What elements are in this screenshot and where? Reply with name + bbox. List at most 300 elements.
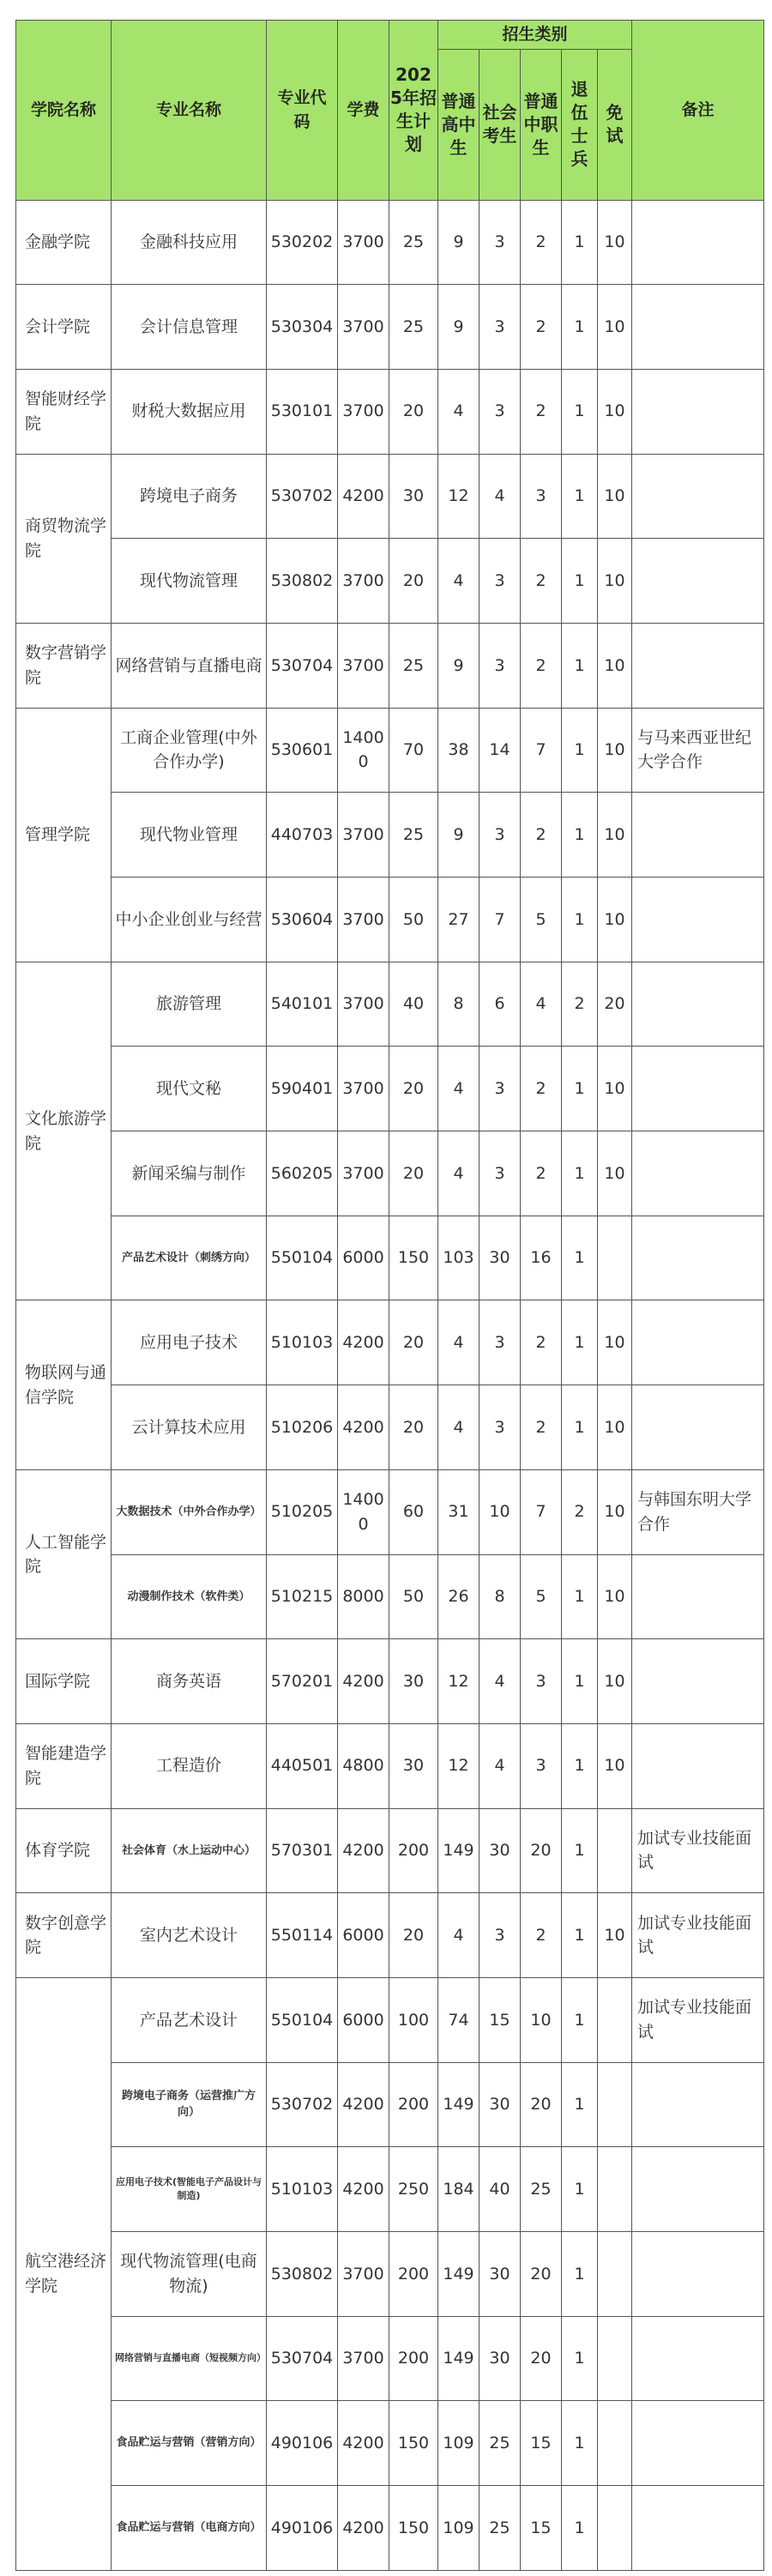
table-row (16, 1893, 764, 1978)
plan-cell: 200 (389, 1808, 438, 1893)
cat-mianshi-cell: 10 (598, 285, 632, 370)
cat-mianshi-cell: 10 (598, 1047, 632, 1131)
cat-gaozhong-cell: 4 (438, 369, 479, 454)
cat-mianshi-cell: 10 (598, 1131, 632, 1216)
cat-mianshi-cell (598, 1216, 632, 1300)
table-row (16, 285, 764, 370)
cat-mianshi-cell: 10 (598, 1723, 632, 1808)
cat-tuiwu-cell: 1 (562, 1385, 598, 1470)
fee-cell: 3700 (338, 200, 389, 285)
cat-shehui-cell: 3 (479, 539, 521, 624)
remark-cell (632, 2147, 764, 2232)
cat-shehui-cell: 30 (479, 1216, 521, 1300)
major-cell: 现代物流管理 (112, 539, 267, 624)
cat-gaozhong-cell: 109 (438, 2486, 479, 2571)
plan-cell: 150 (389, 2486, 438, 2571)
plan-cell: 25 (389, 200, 438, 285)
table-row (16, 1977, 764, 2062)
remark-cell (632, 2486, 764, 2571)
cat-mianshi-cell: 10 (598, 1893, 632, 1978)
cat-gaozhong-cell: 149 (438, 2062, 479, 2147)
major-cell: 网络营销与直播电商 (112, 623, 267, 708)
cat-gaozhong-cell: 4 (438, 1385, 479, 1470)
cat-zhongzhi-cell: 2 (521, 1893, 562, 1978)
cat-shehui-cell: 30 (479, 2316, 521, 2401)
code-cell: 440501 (267, 1723, 338, 1808)
major-cell: 应用电子技术 (112, 1300, 267, 1385)
plan-cell: 250 (389, 2147, 438, 2232)
table-row (16, 2316, 764, 2401)
table-row (16, 1808, 764, 1893)
cat-gaozhong-cell: 184 (438, 2147, 479, 2232)
plan-cell: 50 (389, 878, 438, 962)
cat-gaozhong-cell: 9 (438, 793, 479, 878)
college-cell: 数字营销学院 (16, 623, 112, 708)
college-cell: 文化旅游学院 (16, 962, 112, 1300)
major-cell: 会计信息管理 (112, 285, 267, 370)
header-code: 专业代码 (267, 21, 338, 201)
cat-zhongzhi-cell: 20 (521, 2316, 562, 2401)
major-cell: 食品贮运与营销（电商方向） (112, 2486, 267, 2571)
cat-gaozhong-cell: 9 (438, 200, 479, 285)
college-cell: 智能建造学院 (16, 1723, 112, 1808)
remark-cell (632, 2062, 764, 2147)
remark-cell (632, 1554, 764, 1639)
cat-zhongzhi-cell: 4 (521, 962, 562, 1047)
remark-cell (632, 369, 764, 454)
major-cell: 网络营销与直播电商（短视频方向） (112, 2316, 267, 2401)
major-cell: 应用电子技术(智能电子产品设计与制造) (112, 2147, 267, 2232)
cat-gaozhong-cell: 149 (438, 2232, 479, 2317)
fee-cell: 4200 (338, 2062, 389, 2147)
table-row (16, 1385, 764, 1470)
cat-tuiwu-cell: 1 (562, 285, 598, 370)
cat-gaozhong-cell: 149 (438, 1808, 479, 1893)
plan-cell: 100 (389, 1977, 438, 2062)
cat-tuiwu-cell: 1 (562, 2401, 598, 2486)
code-cell: 440703 (267, 793, 338, 878)
table-row (16, 200, 764, 285)
cat-shehui-cell: 15 (479, 1977, 521, 2062)
table-body (16, 200, 764, 2570)
fee-cell: 6000 (338, 1977, 389, 2062)
cat-zhongzhi-cell: 2 (521, 623, 562, 708)
cat-gaozhong-cell: 12 (438, 1723, 479, 1808)
plan-cell: 30 (389, 1723, 438, 1808)
major-cell: 产品艺术设计（刺绣方向） (112, 1216, 267, 1300)
cat-zhongzhi-cell: 10 (521, 1977, 562, 2062)
table-row (16, 1639, 764, 1724)
fee-cell: 3700 (338, 1047, 389, 1131)
cat-mianshi-cell (598, 2062, 632, 2147)
code-cell: 490106 (267, 2401, 338, 2486)
cat-zhongzhi-cell: 3 (521, 1639, 562, 1724)
table-row (16, 1131, 764, 1216)
header-college: 学院名称 (16, 21, 112, 201)
cat-zhongzhi-cell: 3 (521, 1723, 562, 1808)
fee-cell: 3700 (338, 285, 389, 370)
plan-cell: 20 (389, 539, 438, 624)
table-row (16, 1300, 764, 1385)
cat-shehui-cell: 10 (479, 1469, 521, 1554)
code-cell: 570301 (267, 1808, 338, 1893)
code-cell: 550104 (267, 1216, 338, 1300)
cat-tuiwu-cell: 2 (562, 1469, 598, 1554)
college-cell: 管理学院 (16, 708, 112, 962)
code-cell: 550114 (267, 1893, 338, 1978)
code-cell: 530802 (267, 539, 338, 624)
code-cell: 530702 (267, 2062, 338, 2147)
code-cell: 510215 (267, 1554, 338, 1639)
cat-shehui-cell: 3 (479, 285, 521, 370)
cat-zhongzhi-cell: 20 (521, 2232, 562, 2317)
cat-tuiwu-cell: 1 (562, 1977, 598, 2062)
cat-tuiwu-cell: 1 (562, 878, 598, 962)
cat-tuiwu-cell: 1 (562, 1554, 598, 1639)
cat-gaozhong-cell: 149 (438, 2316, 479, 2401)
remark-cell (632, 1723, 764, 1808)
cat-mianshi-cell (598, 1808, 632, 1893)
cat-tuiwu-cell: 1 (562, 2062, 598, 2147)
remark-cell (632, 623, 764, 708)
remark-cell (632, 285, 764, 370)
cat-tuiwu-cell: 1 (562, 369, 598, 454)
remark-cell (632, 2316, 764, 2401)
cat-mianshi-cell: 10 (598, 454, 632, 539)
fee-cell: 3700 (338, 2316, 389, 2401)
plan-cell: 200 (389, 2062, 438, 2147)
cat-gaozhong-cell: 12 (438, 1639, 479, 1724)
cat-gaozhong-cell: 4 (438, 539, 479, 624)
cat-tuiwu-cell: 1 (562, 454, 598, 539)
cat-gaozhong-cell: 9 (438, 285, 479, 370)
plan-cell: 20 (389, 369, 438, 454)
cat-tuiwu-cell: 1 (562, 623, 598, 708)
remark-cell (632, 962, 764, 1047)
cat-zhongzhi-cell: 5 (521, 1554, 562, 1639)
remark-cell (632, 539, 764, 624)
cat-zhongzhi-cell: 16 (521, 1216, 562, 1300)
code-cell: 510103 (267, 2147, 338, 2232)
cat-tuiwu-cell: 1 (562, 200, 598, 285)
cat-tuiwu-cell: 1 (562, 1639, 598, 1724)
plan-cell: 200 (389, 2316, 438, 2401)
major-cell: 大数据技术（中外合作办学） (112, 1469, 267, 1554)
cat-zhongzhi-cell: 2 (521, 1300, 562, 1385)
major-cell: 社会体育（水上运动中心） (112, 1808, 267, 1893)
cat-mianshi-cell (598, 2232, 632, 2317)
table-row (16, 1216, 764, 1300)
table-row (16, 1554, 764, 1639)
table-row (16, 1469, 764, 1554)
table-row (16, 878, 764, 962)
cat-mianshi-cell: 10 (598, 708, 632, 793)
cat-gaozhong-cell: 74 (438, 1977, 479, 2062)
major-cell: 食品贮运与营销（营销方向） (112, 2401, 267, 2486)
table-row (16, 2232, 764, 2317)
remark-cell (632, 1216, 764, 1300)
major-cell: 新闻采编与制作 (112, 1131, 267, 1216)
cat-zhongzhi-cell: 3 (521, 454, 562, 539)
major-cell: 室内艺术设计 (112, 1893, 267, 1978)
cat-zhongzhi-cell: 2 (521, 285, 562, 370)
fee-cell: 3700 (338, 793, 389, 878)
major-cell: 现代物业管理 (112, 793, 267, 878)
fee-cell: 4200 (338, 2401, 389, 2486)
cat-mianshi-cell: 10 (598, 1385, 632, 1470)
cat-gaozhong-cell: 4 (438, 1300, 479, 1385)
fee-cell: 4800 (338, 1723, 389, 1808)
fee-cell: 4200 (338, 454, 389, 539)
fee-cell: 4200 (338, 1385, 389, 1470)
cat-gaozhong-cell: 4 (438, 1893, 479, 1978)
code-cell: 530601 (267, 708, 338, 793)
cat-tuiwu-cell: 1 (562, 1216, 598, 1300)
header-cat-gaozhong: 普通高中生 (438, 49, 479, 200)
code-cell: 570201 (267, 1639, 338, 1724)
code-cell: 530304 (267, 285, 338, 370)
cat-shehui-cell: 7 (479, 878, 521, 962)
table-row (16, 539, 764, 624)
plan-cell: 30 (389, 454, 438, 539)
cat-zhongzhi-cell: 7 (521, 1469, 562, 1554)
cat-mianshi-cell: 10 (598, 369, 632, 454)
cat-mianshi-cell: 10 (598, 200, 632, 285)
cat-zhongzhi-cell: 2 (521, 793, 562, 878)
major-cell: 云计算技术应用 (112, 1385, 267, 1470)
major-cell: 中小企业创业与经营 (112, 878, 267, 962)
college-cell: 人工智能学院 (16, 1469, 112, 1638)
code-cell: 510205 (267, 1469, 338, 1554)
header-fee: 学费 (338, 21, 389, 201)
cat-zhongzhi-cell: 15 (521, 2486, 562, 2571)
remark-cell (632, 878, 764, 962)
cat-tuiwu-cell: 1 (562, 2486, 598, 2571)
code-cell: 540101 (267, 962, 338, 1047)
plan-cell: 20 (389, 1893, 438, 1978)
code-cell: 530802 (267, 2232, 338, 2317)
cat-mianshi-cell: 10 (598, 1469, 632, 1554)
cat-gaozhong-cell: 27 (438, 878, 479, 962)
remark-cell (632, 1300, 764, 1385)
code-cell: 510206 (267, 1385, 338, 1470)
cat-tuiwu-cell: 1 (562, 2232, 598, 2317)
plan-cell: 60 (389, 1469, 438, 1554)
college-cell: 体育学院 (16, 1808, 112, 1893)
table-row (16, 2062, 764, 2147)
cat-shehui-cell: 3 (479, 1385, 521, 1470)
cat-shehui-cell: 40 (479, 2147, 521, 2232)
cat-tuiwu-cell: 1 (562, 1893, 598, 1978)
major-cell: 产品艺术设计 (112, 1977, 267, 2062)
cat-mianshi-cell: 10 (598, 1639, 632, 1724)
major-cell: 旅游管理 (112, 962, 267, 1047)
major-cell: 现代物流管理(电商物流) (112, 2232, 267, 2317)
cat-zhongzhi-cell: 2 (521, 1047, 562, 1131)
code-cell: 530702 (267, 454, 338, 539)
cat-tuiwu-cell: 1 (562, 539, 598, 624)
cat-shehui-cell: 3 (479, 1131, 521, 1216)
plan-cell: 50 (389, 1554, 438, 1639)
plan-cell: 20 (389, 1047, 438, 1131)
remark-cell: 加试专业技能面试 (632, 1893, 764, 1978)
table-row (16, 2147, 764, 2232)
cat-zhongzhi-cell: 2 (521, 539, 562, 624)
cat-shehui-cell: 30 (479, 2062, 521, 2147)
cat-mianshi-cell (598, 2316, 632, 2401)
fee-cell: 8000 (338, 1554, 389, 1639)
cat-gaozhong-cell: 12 (438, 454, 479, 539)
fee-cell: 14000 (338, 1469, 389, 1554)
fee-cell: 4200 (338, 2147, 389, 2232)
cat-mianshi-cell (598, 2401, 632, 2486)
header-major: 专业名称 (112, 21, 267, 201)
table-row (16, 369, 764, 454)
cat-tuiwu-cell: 1 (562, 1723, 598, 1808)
header-cat-zhongzhi: 普通中职生 (521, 49, 562, 200)
fee-cell: 4200 (338, 2486, 389, 2571)
remark-cell (632, 200, 764, 285)
remark-cell (632, 1047, 764, 1131)
fee-cell: 3700 (338, 962, 389, 1047)
code-cell: 530704 (267, 2316, 338, 2401)
code-cell: 550104 (267, 1977, 338, 2062)
college-cell: 航空港经济学院 (16, 1977, 112, 2570)
remark-cell (632, 454, 764, 539)
cat-tuiwu-cell: 1 (562, 2316, 598, 2401)
cat-gaozhong-cell: 31 (438, 1469, 479, 1554)
cat-shehui-cell: 3 (479, 623, 521, 708)
code-cell: 530202 (267, 200, 338, 285)
cat-shehui-cell: 30 (479, 2232, 521, 2317)
major-cell: 商务英语 (112, 1639, 267, 1724)
code-cell: 490106 (267, 2486, 338, 2571)
table-row (16, 1047, 764, 1131)
cat-zhongzhi-cell: 5 (521, 878, 562, 962)
fee-cell: 3700 (338, 369, 389, 454)
cat-mianshi-cell: 10 (598, 539, 632, 624)
cat-shehui-cell: 3 (479, 1047, 521, 1131)
plan-cell: 150 (389, 1216, 438, 1300)
cat-mianshi-cell (598, 2147, 632, 2232)
plan-cell: 25 (389, 623, 438, 708)
cat-shehui-cell: 4 (479, 1639, 521, 1724)
table-row (16, 2401, 764, 2486)
code-cell: 530704 (267, 623, 338, 708)
major-cell: 跨境电子商务 (112, 454, 267, 539)
cat-shehui-cell: 14 (479, 708, 521, 793)
major-cell: 工程造价 (112, 1723, 267, 1808)
cat-shehui-cell: 8 (479, 1554, 521, 1639)
cat-mianshi-cell: 10 (598, 878, 632, 962)
college-cell: 数字创意学院 (16, 1893, 112, 1978)
header-plan: 2025年招生计划 (389, 21, 438, 201)
cat-zhongzhi-cell: 20 (521, 2062, 562, 2147)
remark-cell (632, 1385, 764, 1470)
cat-mianshi-cell: 20 (598, 962, 632, 1047)
cat-shehui-cell: 4 (479, 454, 521, 539)
cat-tuiwu-cell: 1 (562, 1808, 598, 1893)
college-cell: 商贸物流学院 (16, 454, 112, 623)
plan-cell: 25 (389, 793, 438, 878)
code-cell: 530604 (267, 878, 338, 962)
code-cell: 530101 (267, 369, 338, 454)
fee-cell: 4200 (338, 1808, 389, 1893)
cat-shehui-cell: 3 (479, 1300, 521, 1385)
major-cell: 动漫制作技术（软件类） (112, 1554, 267, 1639)
major-cell: 财税大数据应用 (112, 369, 267, 454)
cat-zhongzhi-cell: 2 (521, 1385, 562, 1470)
cat-tuiwu-cell: 1 (562, 1300, 598, 1385)
college-cell: 金融学院 (16, 200, 112, 285)
table-row (16, 2486, 764, 2571)
remark-cell (632, 793, 764, 878)
cat-zhongzhi-cell: 15 (521, 2401, 562, 2486)
cat-zhongzhi-cell: 2 (521, 1131, 562, 1216)
cat-gaozhong-cell: 109 (438, 2401, 479, 2486)
fee-cell: 4200 (338, 1300, 389, 1385)
remark-cell: 加试专业技能面试 (632, 1808, 764, 1893)
cat-shehui-cell: 3 (479, 1893, 521, 1978)
fee-cell: 6000 (338, 1216, 389, 1300)
remark-cell (632, 2401, 764, 2486)
fee-cell: 3700 (338, 539, 389, 624)
plan-cell: 20 (389, 1385, 438, 1470)
fee-cell: 3700 (338, 878, 389, 962)
remark-cell: 与马来西亚世纪大学合作 (632, 708, 764, 793)
table-header (16, 21, 764, 201)
fee-cell: 3700 (338, 623, 389, 708)
table-row (16, 962, 764, 1047)
cat-tuiwu-cell: 2 (562, 962, 598, 1047)
major-cell: 工商企业管理(中外合作办学) (112, 708, 267, 793)
table-row (16, 454, 764, 539)
header-cat-mianshi: 免试 (598, 49, 632, 200)
college-cell: 智能财经学院 (16, 369, 112, 454)
plan-cell: 20 (389, 1131, 438, 1216)
plan-cell: 150 (389, 2401, 438, 2486)
cat-shehui-cell: 6 (479, 962, 521, 1047)
cat-mianshi-cell: 10 (598, 1554, 632, 1639)
remark-cell (632, 1131, 764, 1216)
cat-zhongzhi-cell: 20 (521, 1808, 562, 1893)
code-cell: 510103 (267, 1300, 338, 1385)
fee-cell: 14000 (338, 708, 389, 793)
header-cat-shehui: 社会考生 (479, 49, 521, 200)
cat-gaozhong-cell: 9 (438, 623, 479, 708)
remark-cell (632, 2232, 764, 2317)
cat-shehui-cell: 3 (479, 793, 521, 878)
fee-cell: 4200 (338, 1639, 389, 1724)
plan-cell: 20 (389, 1300, 438, 1385)
cat-tuiwu-cell: 1 (562, 708, 598, 793)
cat-gaozhong-cell: 103 (438, 1216, 479, 1300)
cat-mianshi-cell (598, 1977, 632, 2062)
cat-tuiwu-cell: 1 (562, 1131, 598, 1216)
cat-zhongzhi-cell: 7 (521, 708, 562, 793)
cat-shehui-cell: 3 (479, 200, 521, 285)
cat-gaozhong-cell: 26 (438, 1554, 479, 1639)
cat-shehui-cell: 25 (479, 2401, 521, 2486)
cat-zhongzhi-cell: 2 (521, 369, 562, 454)
cat-tuiwu-cell: 1 (562, 2147, 598, 2232)
cat-mianshi-cell: 10 (598, 623, 632, 708)
plan-cell: 25 (389, 285, 438, 370)
header-cat-tuiwu: 退伍士兵 (562, 49, 598, 200)
cat-zhongzhi-cell: 2 (521, 200, 562, 285)
fee-cell: 3700 (338, 2232, 389, 2317)
major-cell: 跨境电子商务（运营推广方向） (112, 2062, 267, 2147)
